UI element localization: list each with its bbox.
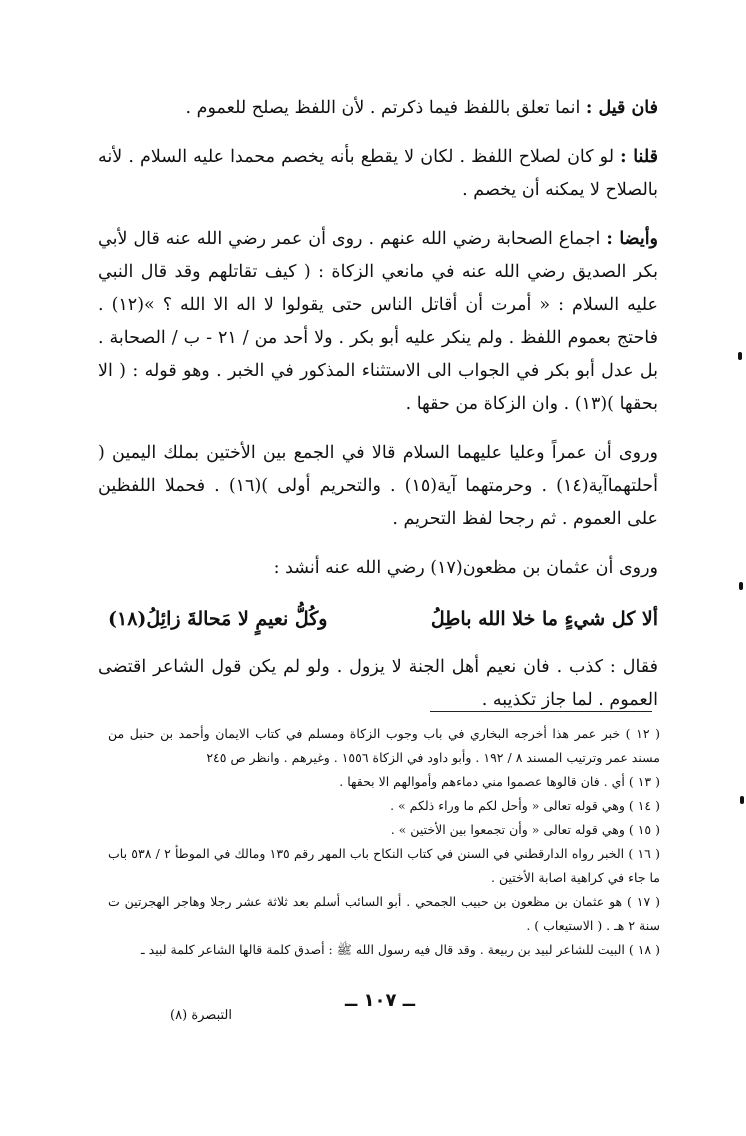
poetry-verse xyxy=(98,601,658,637)
margin-mark xyxy=(739,582,743,590)
footnote: ( ١٦ ) الخبر رواه الدارقطني في السنن في كتاب النكاح باب المهر رقم ١٣٥ ومالك في الموطأ ٢ / ٥٣٨ باب ما جاء في كراهية اصابة الأختين . xyxy=(108,846,660,885)
footnotes xyxy=(108,722,660,962)
verse-second-hemistich: وكُلُّ نعيمٍ لا مَحالةَ زائِلُ(١٨) xyxy=(108,608,328,630)
footnote: ( ١٨ ) البيت للشاعر لبيد بن ربيعة . وقد قال فيه رسول الله ﷺ : أصدق كلمة قالها الشاعر كلمة لبيد ـ xyxy=(141,942,660,957)
main-text xyxy=(98,92,658,733)
verse-first-hemistich: ألا كل شيءٍ ما خلا الله باطِلُ xyxy=(430,608,658,630)
footnote: ( ١٣ ) أي . فان قالوها عصموا مني دماءهم وأموالهم الا بحقها . xyxy=(339,774,660,789)
paragraph-text: لو كان لصلاح اللفظ . لكان لا يقطع بأنه يخصم محمدا عليه السلام . لأنه بالصلاح لا يمكنه أن يخصم . xyxy=(98,147,658,200)
paragraph-4: وروى أن عمراً وعليا عليهما السلام قالا في الجمع بين الأختين بملك اليمين ( أحلتهماآية(١٤) . وحرمتهما آية(١٥) . والتحريم أولى )(١٦) . فحملا اللفظين على العموم . ثم رجحا لفظ التحريم . xyxy=(98,443,658,529)
page-number: ــ ١٠٧ ــ xyxy=(344,990,416,1011)
footnote: ( ١٥ ) وهي قوله تعالى « وأن تجمعوا بين الأختين » . xyxy=(390,822,660,837)
paragraph-lead: وأيضا : xyxy=(606,229,659,249)
margin-mark xyxy=(740,796,744,804)
paragraph-1 xyxy=(98,92,658,125)
footnote: ( ١٧ ) هو عثمان بن مظعون بن حبيب الجمحي . أبو السائب أسلم بعد ثلاثة عشر رجلا وهاجر الهجرتين ت سنة ٢ هـ . ( الاستيعاب ) . xyxy=(108,894,660,933)
paragraph-lead: فان قيل : xyxy=(585,98,658,118)
paragraph-5: وروى أن عثمان بن مظعون(١٧) رضي الله عنه أنشد : xyxy=(273,558,658,578)
margin-mark xyxy=(738,352,742,360)
footnote: ( ١٢ ) خبر عمر هذا أخرجه البخاري في باب وجوب الزكاة ومسلم في كتاب الايمان وأحمد بن حنبل من مسند عمر وترتيب المسند ٨ / ١٩٢ . وأبو داود في الزكاة ١٥٥٦ . وغيرهم . وانظر ص ٢٤٥ xyxy=(108,726,661,765)
signature-mark: التبصرة (٨) xyxy=(170,1008,232,1023)
footnote-separator xyxy=(430,711,652,712)
paragraph-3 xyxy=(98,223,658,421)
footnote: ( ١٤ ) وهي قوله تعالى « وأحل لكم ما وراء ذلكم » . xyxy=(390,798,660,813)
paragraph-2 xyxy=(98,141,658,207)
paragraph-text: انما تعلق باللفظ فيما ذكرتم . لأن اللفظ يصلح للعموم . xyxy=(185,98,586,118)
paragraph-text: اجماع الصحابة رضي الله عنهم . روى أن عمر رضي الله عنه قال لأبي بكر الصديق رضي الله عنه في مانعي الزكاة : ( كيف تقاتلهم وقد قال النبي عليه السلام : « أمرت أن أقاتل الناس حتى يقولوا لا اله الا الله ؟ »(١٢) . فاحتج بعموم اللفظ . ولم ينكر عليه أبو بكر . ولا أحد من / ٢١ - ب / الصحابة . بل عدل أبو بكر في الجواب الى الاستثناء المذكور في الخبر . وهو قوله : ( الا بحقها )(١٣) . وان الزكاة من حقها . xyxy=(98,229,658,414)
paragraph-lead: قلنا : xyxy=(620,147,658,167)
paragraph-6: فقال : كذب . فان نعيم أهل الجنة لا يزول . ولو لم يكن قول الشاعر اقتضى العموم . لما جاز تكذيبه . xyxy=(98,657,658,710)
